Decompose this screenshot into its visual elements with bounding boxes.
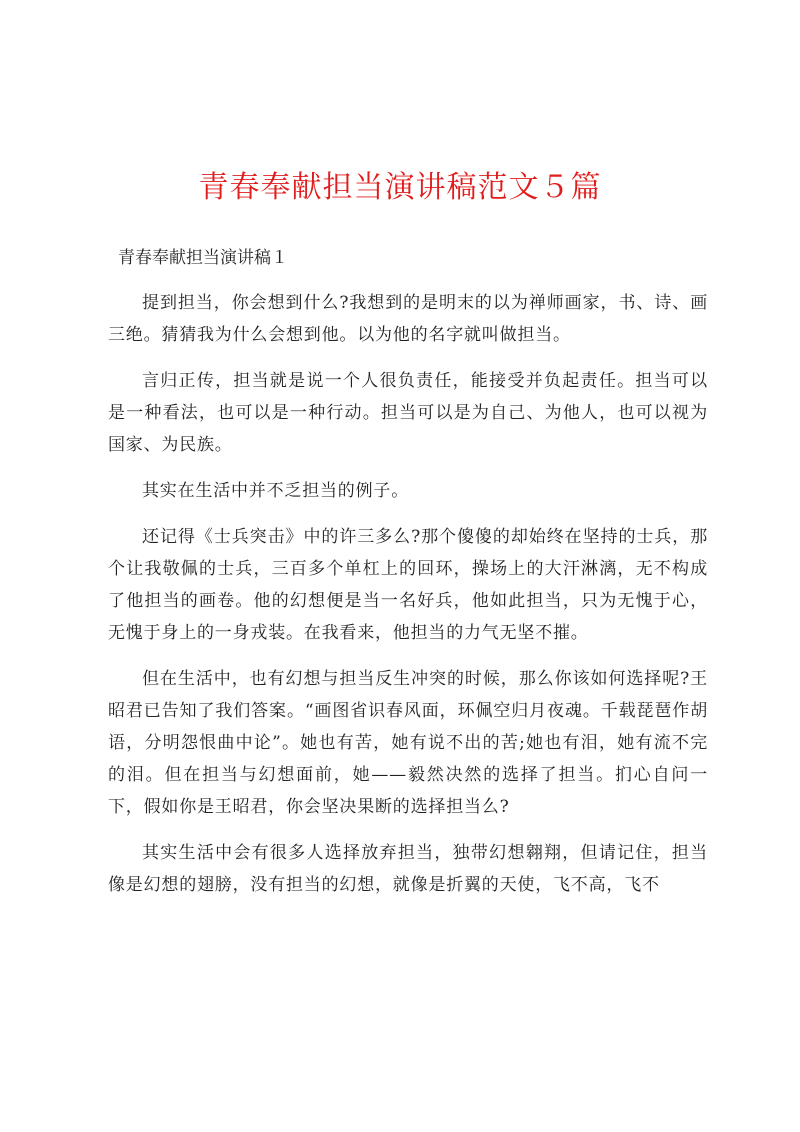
document-body bbox=[108, 287, 708, 915]
paragraph: 其实在生活中并不乏担当的例子。 bbox=[142, 481, 409, 501]
paragraph: 但在生活中，也有幻想与担当反生冲突的时候，那么你该如何选择呢?王昭君已告知了我们答案。“画图省识春风面，环佩空归月夜魂。千载琵琶作胡语，分明怨恨曲中论”。她也有苦，她有说不出的苦;她也有泪，她有流不完的泪。但在担当与幻想面前，她——毅然决然的选择了担当。扪心自问一下，假如你是王昭君，你会坚决果断的选择担当么? bbox=[108, 669, 708, 817]
paragraph: 言归正传，担当就是说一个人很负责任，能接受并负起责任。担当可以是一种看法，也可以是一种行动。担当可以是为自己、为他人，也可以视为国家、为民族。 bbox=[108, 371, 708, 455]
document-title: 青春奉献担当演讲稿范文５篇 bbox=[198, 170, 602, 205]
section-heading: 青春奉献担当演讲稿１ bbox=[118, 248, 288, 268]
paragraph: 提到担当，你会想到什么?我想到的是明末的以为禅师画家，书、诗、画三绝。猜猜我为什么会想到他。以为他的名字就叫做担当。 bbox=[108, 293, 708, 345]
paragraph: 还记得《士兵突击》中的许三多么?那个傻傻的却始终在坚持的士兵，那个让我敬佩的士兵，三百多个单杠上的回环，操场上的大汗淋漓，无不构成了他担当的画卷。他的幻想便是当一名好兵，他如此担当，只为无愧于心，无愧于身上的一身戎装。在我看来，他担当的力气无坚不摧。 bbox=[108, 527, 708, 643]
paragraph: 其实生活中会有很多人选择放弃担当，独带幻想翱翔，但请记住，担当像是幻想的翅膀，没有担当的幻想，就像是折翼的天使，飞不高，飞不 bbox=[108, 843, 708, 895]
